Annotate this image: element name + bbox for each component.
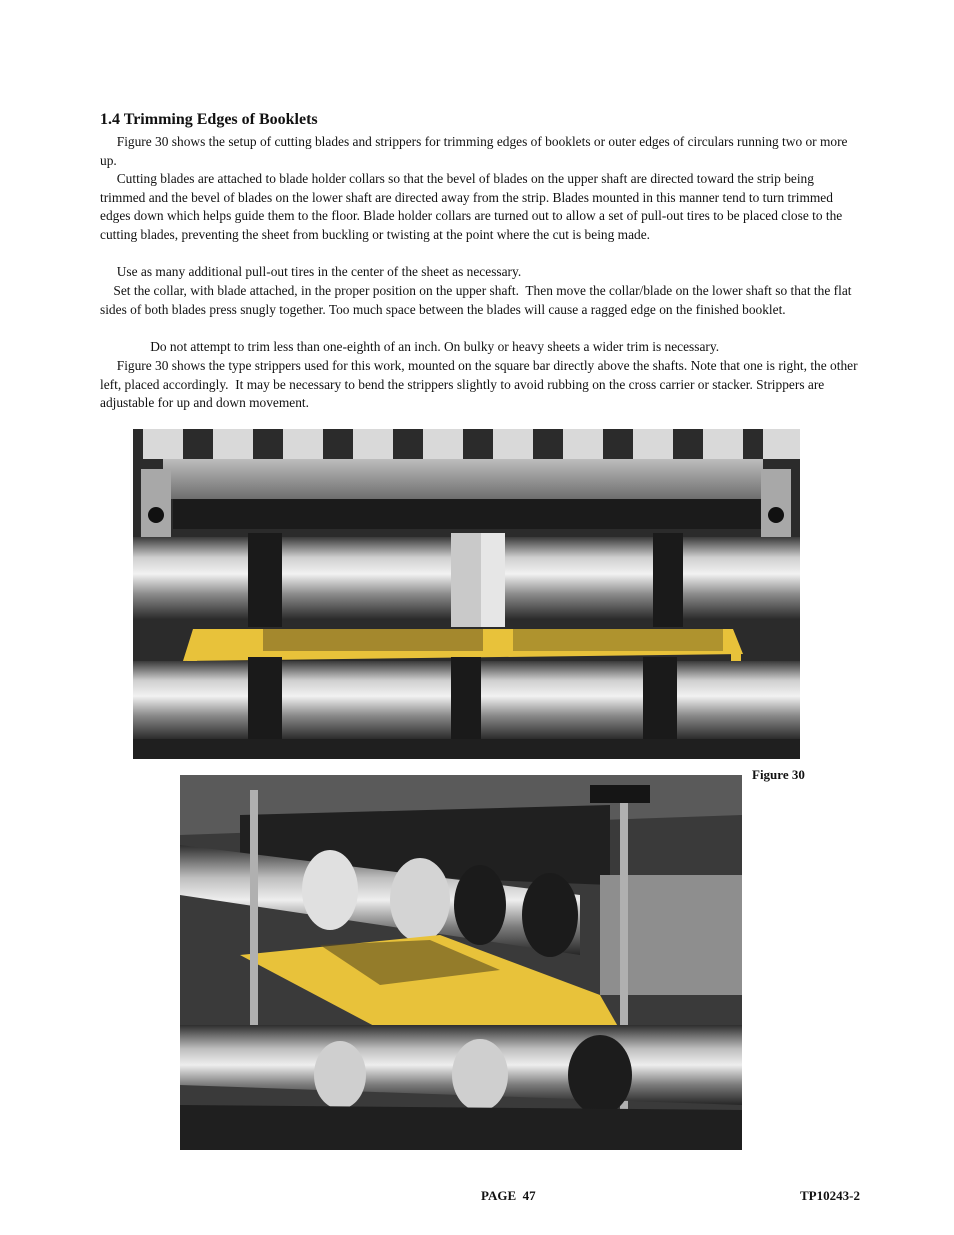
section-title: 1.4 Trimming Edges of Booklets <box>100 111 318 128</box>
paragraph-3: Use as many additional pull-out tires in the center of the sheet as necessary. <box>100 264 522 279</box>
paragraph-4: Set the collar, with blade attached, in the proper position on the upper shaft. Then move the collar/blade on the lower shaft so that the flat sides of both blades press snugly together. Too much space between the blades will cause a ragged edge on the finished booklet. <box>100 283 855 317</box>
paragraph-6: Figure 30 shows the type strippers used for this work, mounted on the square bar directly above the shafts. Note that one is right, the other left, placed accordingly. It may be necessary to bend the strippers slightly to avoid rubbing on the cross carrier or stacker. Strippers are adjustable for up and down movement. <box>100 358 861 411</box>
figure-caption: Figure 30 <box>752 767 805 782</box>
paragraph-5: Do not attempt to trim less than one-eighth of an inch. On bulky or heavy sheets a wider trim is necessary. <box>100 339 720 354</box>
document-code: TP10243-2 <box>800 1188 860 1203</box>
paragraph-2: Cutting blades are attached to blade holder collars so that the bevel of blades on the upper shaft are directed toward the strip being trimmed and the bevel of blades on the lower shaft are directed away from the strip. Blades mounted in this manner tend to turn trimmed edges down which helps guide them to the floor. Blade holder collars are turned out to allow a set of pull-out tires to be placed close to the cutting blades, preventing the sheet from buckling or twisting at the point where the cut is being made. <box>100 171 846 243</box>
page-number: PAGE 47 <box>481 1188 536 1203</box>
figure-photo-angled-view <box>180 775 742 1150</box>
paragraph-1: Figure 30 shows the setup of cutting blades and strippers for trimming edges of booklets or outer edges of circulars running two or more up. <box>100 134 851 168</box>
figure-photo-front-view <box>133 429 800 759</box>
